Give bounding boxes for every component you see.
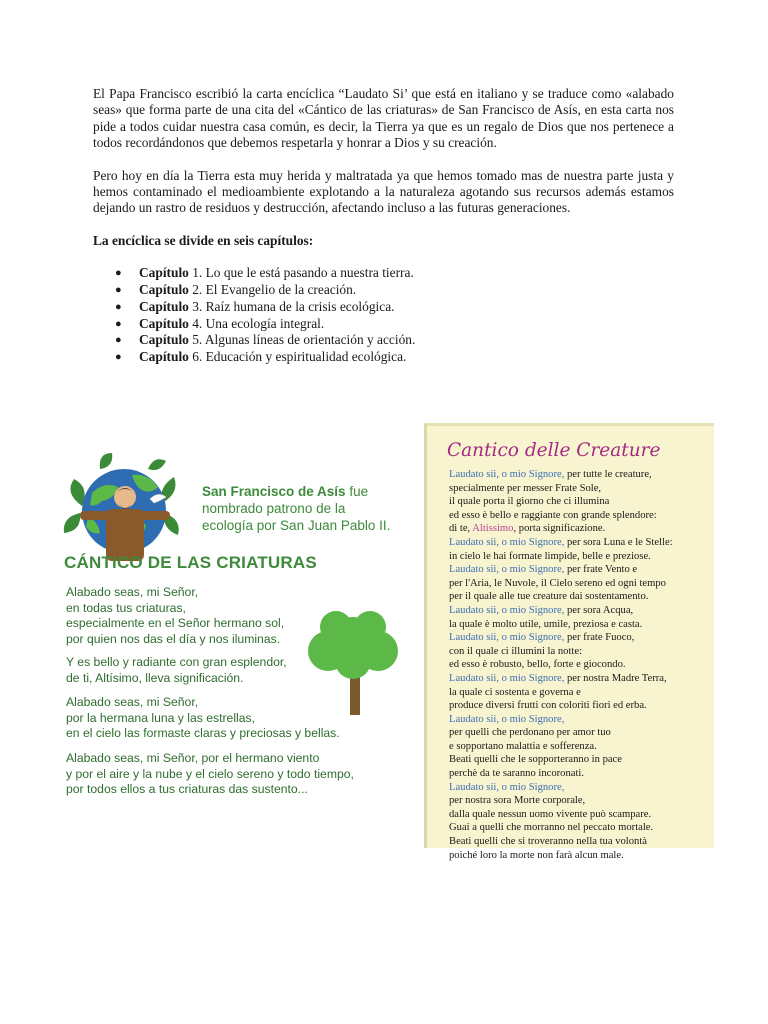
poem-line [449,726,673,740]
poem-segment: il quale porta il giorno che ci illumina [449,496,610,508]
poem-line [449,849,673,863]
poem-segment: la quale ci sostenta e governa e [449,686,581,698]
document-body [93,86,674,366]
list-item [93,265,674,282]
poem-segment: per frate Fuoco, [564,632,635,644]
bullet-icon: ● [115,300,122,313]
tree-icon [298,603,408,718]
chapter-text: 2. El Evangelio de la creación. [188,282,357,298]
poem-line [449,604,673,618]
stanza-line: en el cielo las formaste claras y preciosas y bellas. [66,726,340,740]
list-item [93,299,674,316]
stanza-line: en todas tus criaturas, [66,600,186,615]
cantico-spanish-image [50,445,410,820]
poem-segment: dalla quale nessun uomo vivente può scampare. [449,808,652,820]
poem-segment: Laudato sii, o mio Signore, [449,672,565,684]
poem-segment: per il quale alle tue creature dai sostentamento. [449,591,649,603]
poem-line [449,550,673,564]
cantico-title: CÁNTICO DE LAS CRIATURAS [64,553,317,572]
chapter-text: 1. Lo que le está pasando a nuestra tierra. [188,265,414,281]
poem-segment: per l'Aria, le Nuvole, il Cielo sereno ed ogni tempo [449,577,666,589]
patron-line-3: ecología por San Juan Pablo II. [202,518,391,533]
stanza-line: Alabado seas, mi Señor, [66,585,199,599]
poem-segment: per frate Vento e [564,564,638,576]
poem-line [449,577,673,591]
list-item [93,349,674,366]
poem-segment: Laudato sii, o mio Signore, [449,604,565,616]
patron-name: San Francisco de Asís [202,484,346,499]
stanza-line: de ti, Altísimo, lleva significación. [66,670,244,685]
poem-segment: Beati quelli che le sopporteranno in pace [449,754,622,766]
poem-segment: ed esso è bello e raggiante con grande splendore: [449,509,657,521]
patron-caption [202,483,412,534]
chapter-text: 3. Raíz humana de la crisis ecológica. [188,298,395,314]
bullet-icon: ● [115,317,122,330]
poem-segment: Altissimo [472,523,514,535]
stanza-line: Alabado seas, mi Señor, por el hermano viento [66,751,320,765]
poem-segment: e sopportano malattia e sofferenza. [449,740,597,752]
chapter-text: 4. Una ecología integral. [188,315,325,331]
poem-segment: per sora Luna e le Stelle: [564,536,673,548]
patron-rest: fue [345,484,369,499]
poem-line [449,767,673,781]
poem-line [449,482,673,496]
poem-segment: per quelli che perdonano per amor tuo [449,727,611,739]
poem-segment: Laudato sii, o mio Signore, [449,536,565,548]
poem-segment: per tutte le creature, [564,469,652,480]
poem-line [449,522,673,536]
bullet-icon: ● [115,334,122,347]
list-item [93,316,674,333]
poem-line [449,713,673,727]
cantico-italian-image [424,423,714,861]
poem-segment: la quale è molto utile, umile, preziosa e casta. [449,618,643,630]
poem-segment: Guai a quelli che morranno nel peccato mortale. [449,822,654,834]
stanza-line: y por el aire y la nube y el cielo sereno y todo tiempo, [66,766,354,781]
poem-segment: con il quale ci illumini la notte: [449,645,582,657]
paragraph-earth: Pero hoy en día la Tierra esta muy herida y maltratada ya que hemos tomado mas de nuestra parte justa y hemos contaminado el medioambiente explotando a la naturaleza agotando sus recursos además estamos dejando un rastro de residuos y destrucción, afectando incluso a las futuras generaciones. [93,167,674,216]
bullet-icon: ● [115,267,122,280]
poem-line [449,509,673,523]
poem-line [449,753,673,767]
paragraph-intro: El Papa Francisco escribió la carta encíclica “Laudato Si’ que está en italiano y se traduce como «alabado seas» que forma parte de una cita del «Cántico de las criaturas» de San Francisco de Asís, en esta carta nos pide a todos cuidar nuestra casa común, es decir, la Tierra ya que es un regalo de Dios que nos pertenece a todos recordándonos que debemos respetarla y honrar a Dios y su creación. [93,86,674,151]
poem-segment: produce diversi frutti con coloriti fiori ed erba. [449,700,647,712]
chapter-label: Capítulo [139,349,189,365]
poem-segment: ed esso è robusto, bello, forte e giocondo. [449,659,626,671]
poem-line [449,495,673,509]
stanza-4 [66,751,354,798]
poem-line [449,794,673,808]
poem-line [449,781,673,795]
poem-line [449,686,673,700]
poem-line [449,590,673,604]
chapter-text: 5. Algunas líneas de orientación y acción. [188,332,416,348]
list-item [93,332,674,349]
poem-segment: poiché loro la morte non farà alcun male. [449,849,624,861]
stanza-line: por la hermana luna y las estrellas, [66,710,256,725]
poem-line [449,808,673,822]
poem-segment: Laudato sii, o mio Signore, [449,781,565,793]
poem-line [449,740,673,754]
chapter-label: Capítulo [139,282,189,298]
poem-line [449,631,673,645]
patron-line-2: nombrado patrono de la [202,501,346,516]
poem-line [449,645,673,659]
poem-segment: , porta significazione. [513,523,606,535]
bullet-icon: ● [115,351,122,364]
poem-line [449,563,673,577]
bullet-icon: ● [115,284,122,297]
stanza-line: por quien nos das el día y nos iluminas. [66,631,281,646]
stanza-1 [66,585,284,647]
poem-line [449,536,673,550]
poem-line [449,658,673,672]
saint-francis-globe-illustration [62,451,182,561]
chapters-list [93,265,674,366]
poem-segment: Laudato sii, o mio Signore, [449,469,565,480]
chapter-label: Capítulo [139,298,189,314]
poem-segment: Laudato sii, o mio Signore, [449,713,565,725]
poem-segment: per sora Acqua, [564,604,634,616]
chapters-heading: La encíclica se divide en seis capítulos: [93,232,314,248]
poem-segment: specialmente per messer Frate Sole, [449,482,602,494]
poem-segment: per nostra sora Morte corporale, [449,795,586,807]
poem-line [449,672,673,686]
chapter-label: Capítulo [139,315,189,331]
chapter-text: 6. Educación y espiritualidad ecológica. [188,349,407,365]
stanza-line: Y es bello y radiante con gran esplendor, [66,655,287,669]
chapter-label: Capítulo [139,265,189,281]
poem-line [449,468,673,482]
italian-title: Cantico delle Creature [447,440,661,461]
poem-line [449,835,673,849]
chapter-label: Capítulo [139,332,189,348]
poem-segment: Laudato sii, o mio Signore, [449,632,565,644]
list-item [93,282,674,299]
patron-line-1 [202,483,412,500]
poem-line [449,699,673,713]
poem-segment: perchè da te saranno incoronati. [449,768,585,780]
poem-line [449,618,673,632]
poem-segment: Laudato sii, o mio Signore, [449,564,565,576]
stanza-line: Alabado seas, mi Señor, [66,695,199,709]
poem-segment: di te, [449,523,473,535]
stanza-line: por todos ellos a tus criaturas das sustento... [66,782,308,796]
poem-segment: Beati quelli che si troveranno nella tua volontà [449,836,647,848]
stanza-2 [66,655,287,686]
stanza-line: especialmente en el Señor hermano sol, [66,616,285,630]
poem-segment: in cielo le hai formate limpide, belle e preziose. [449,550,651,562]
italian-poem [449,468,673,862]
poem-line [449,821,673,835]
poem-segment: per nostra Madre Terra, [564,672,667,684]
